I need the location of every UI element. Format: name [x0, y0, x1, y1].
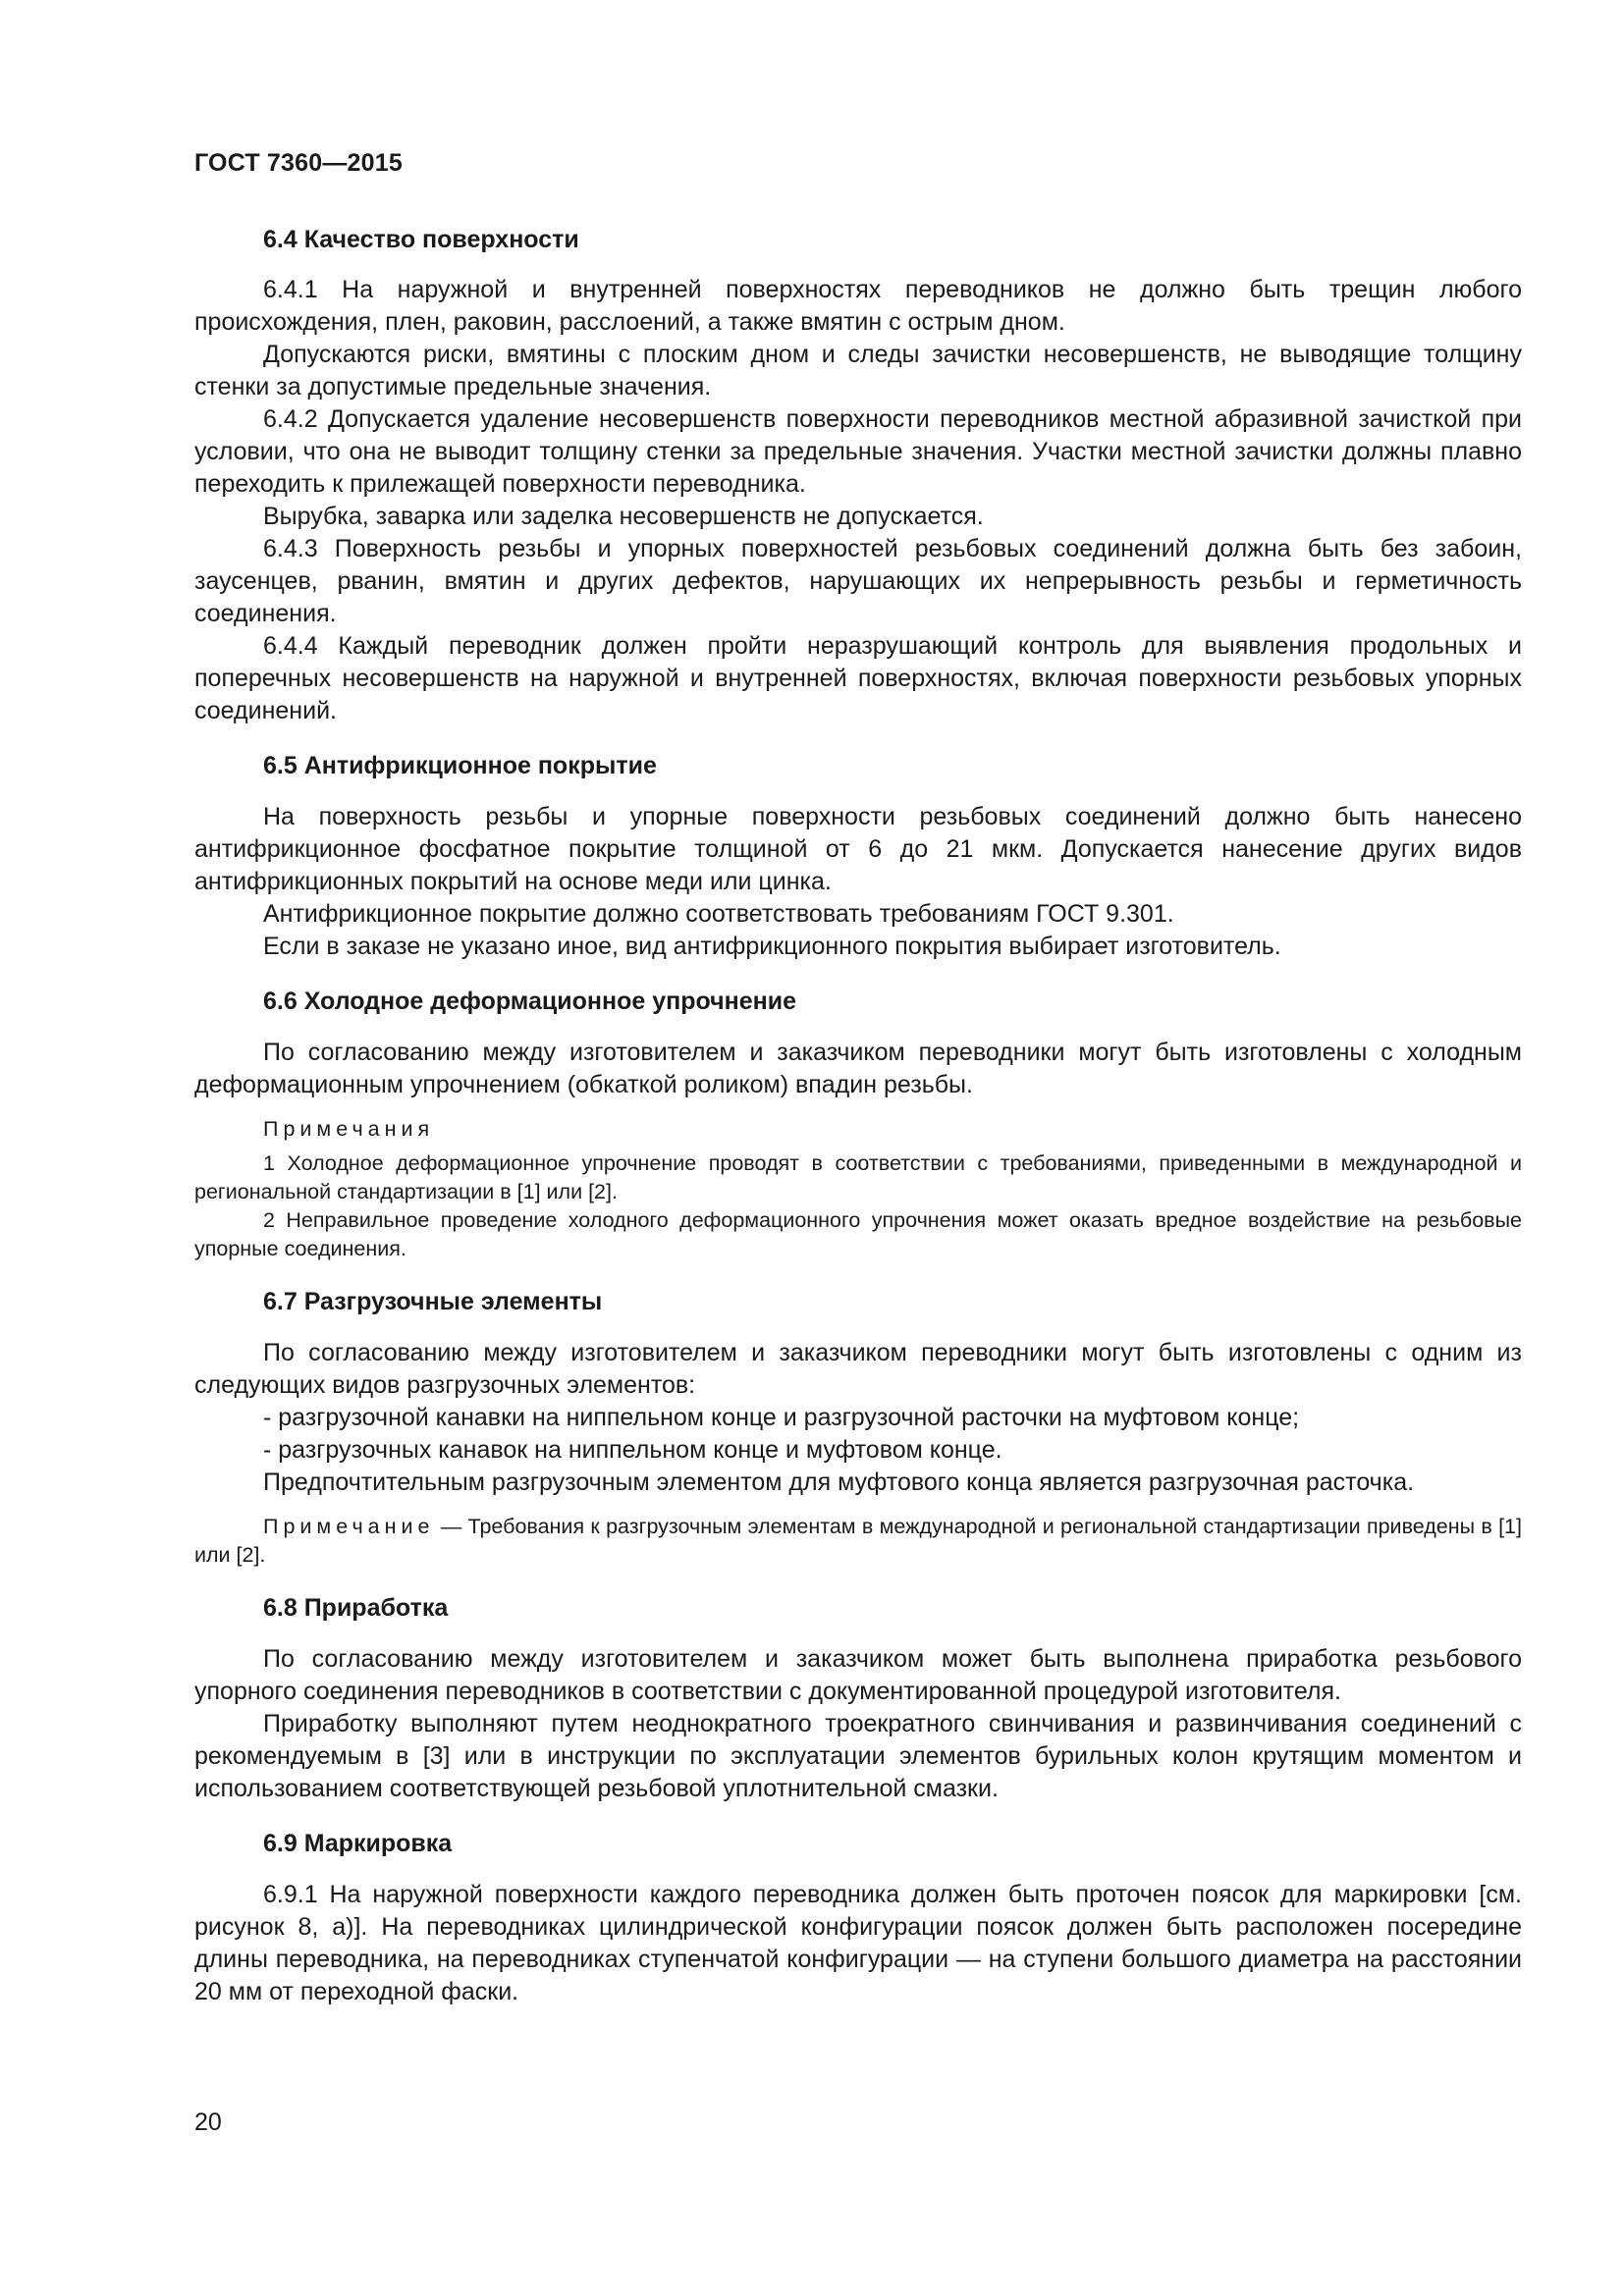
list-item: - разгрузочных канавок на ниппельном конце и муфтовом конце.	[263, 1436, 1002, 1464]
section-title-6-6: 6.6 Холодное деформационное упрочнение	[263, 988, 797, 1015]
paragraph: Приработку выполняют путем неоднократного троекратного свинчивания и развинчивания соединений с рекомендуемым в [3] или в инструкции по эксплуатации элементов бурильных колон крутящим моментом и использованием соответствующей резьбовой уплотнительной смазки.	[194, 1710, 1522, 1802]
paragraph: 6.4.4 Каждый переводник должен пройти неразрушающий контроль для выявления продольных и поперечных несовершенств на наружной и внутренней поверхностях, включая поверхности резьбовых упорных соединений.	[194, 632, 1522, 724]
paragraph: Вырубка, заварка или заделка несовершенств не допускается.	[263, 503, 984, 530]
paragraph: 6.4.3 Поверхность резьбы и упорных поверхностей резьбовых соединений должна быть без забоин, заусенцев, рванин, вмятин и других дефектов, нарушающих их непрерывность резьбы и герметичность соединения.	[194, 535, 1522, 627]
note-item: 1 Холодное деформационное упрочнение проводят в соответствии с требованиями, приведенными в международной и региональной стандартизации в [1] или [2].	[194, 1151, 1522, 1203]
document-body	[194, 224, 1522, 2008]
section-title-6-5: 6.5 Антифрикционное покрытие	[263, 752, 657, 779]
paragraph: Антифрикционное покрытие должно соответствовать требованиям ГОСТ 9.301.	[263, 900, 1174, 928]
section-title-6-7: 6.7 Разгрузочные элементы	[263, 1288, 603, 1315]
page-number: 20	[194, 2109, 222, 2136]
section-title-6-4: 6.4 Качество поверхности	[263, 226, 579, 253]
paragraph: 6.4.1 На наружной и внутренней поверхностях переводников не должно быть трещин любого происхождения, плен, раковин, расслоений, а также вмятин с острым дном.	[194, 276, 1522, 336]
section-title-6-9: 6.9 Маркировка	[263, 1830, 453, 1857]
paragraph: 6.9.1 На наружной поверхности каждого переводника должен быть проточен поясок для маркировки [см. рисунок 8, а)]. На переводниках цилиндрической конфигурации поясок должен быть расположен посередине длины переводника, на переводниках ступенчатой конфигурации — на ступени большого диаметра на расстоянии 20 мм от переходной фаски.	[194, 1881, 1522, 2005]
paragraph: По согласованию между изготовителем и заказчиком может быть выполнена приработка резьбового упорного соединения переводников в соответствии с документированной процедурой изготовителя.	[194, 1645, 1522, 1705]
paragraph: Если в заказе не указано иное, вид антифрикционного покрытия выбирает изготовитель.	[263, 933, 1281, 960]
paragraph: По согласованию между изготовителем и заказчиком переводники могут быть изготовлены с одним из следующих видов разгрузочных элементов:	[194, 1339, 1522, 1399]
document-header: ГОСТ 7360—2015	[194, 149, 403, 177]
list-item: - разгрузочной канавки на ниппельном конце и разгрузочной расточки на муфтовом конце;	[263, 1404, 1300, 1431]
note-label: Примечание	[263, 1515, 435, 1538]
note-item: 2 Неправильное проведение холодного деформационного упрочнения может оказать вредное воздействие на резьбовые упорные соединения.	[194, 1208, 1522, 1260]
document-page	[194, 0, 1522, 2296]
section-title-6-8: 6.8 Приработка	[263, 1594, 449, 1622]
paragraph: На поверхность резьбы и упорные поверхности резьбовых соединений должно быть нанесено антифрикционное фосфатное покрытие толщиной от 6 до 21 мкм. Допускается нанесение других видов антифрикционных покрытий на основе меди или цинка.	[194, 803, 1522, 895]
paragraph: Допускаются риски, вмятины с плоским дном и следы зачистки несовершенств, не выводящие толщину стенки за допустимые предельные значения.	[194, 341, 1522, 400]
paragraph: Предпочтительным разгрузочным элементом для муфтового конца является разгрузочная расточка.	[263, 1468, 1415, 1496]
notes-heading: Примечания	[263, 1117, 435, 1141]
notes-block	[194, 1115, 1522, 1263]
note-block	[194, 1513, 1522, 1570]
note-text: — Требования к разгрузочным элементам в международной и региональной стандартизации приведены в [1] или [2].	[194, 1515, 1522, 1567]
note-item	[194, 1513, 1522, 1570]
paragraph: 6.4.2 Допускается удаление несовершенств поверхности переводников местной абразивной зачисткой при условии, что она не выводит толщину стенки за предельные значения. Участки местной зачистки должны плавно переходить к прилежащей поверхности переводника.	[194, 405, 1522, 498]
paragraph: По согласованию между изготовителем и заказчиком переводники могут быть изготовлены с холодным деформационным упрочнением (обкаткой роликом) впадин резьбы.	[194, 1039, 1522, 1098]
